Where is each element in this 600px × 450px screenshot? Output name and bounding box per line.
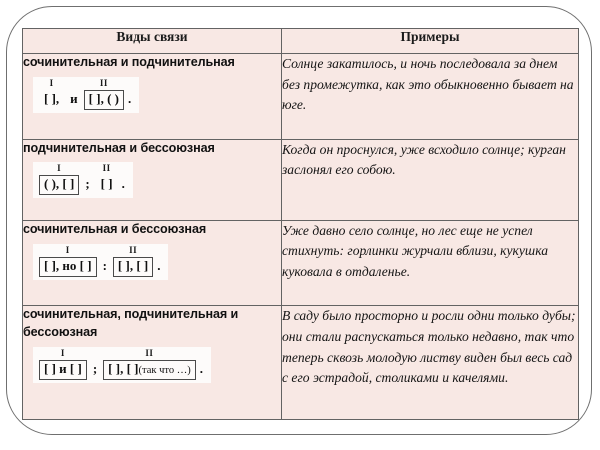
roman-numeral-label: II xyxy=(99,77,108,88)
scheme-terminal-punctuation: . xyxy=(128,90,132,106)
column-header-types: Виды связи xyxy=(23,29,282,54)
scheme-segment: [ ], xyxy=(44,90,60,106)
scheme-tail-group xyxy=(196,349,205,380)
example-cell xyxy=(282,54,579,140)
roman-numeral-label: I xyxy=(60,348,65,359)
scheme-segment-with-note xyxy=(103,360,196,380)
scheme-clause-group xyxy=(39,349,87,380)
scheme-row xyxy=(39,246,162,277)
header-row xyxy=(23,29,579,54)
scheme-segment: [ ], но [ ] xyxy=(39,257,97,277)
type-cell xyxy=(23,306,282,420)
scheme-terminal-punctuation: . xyxy=(157,257,161,273)
type-cell xyxy=(23,54,282,140)
scheme-tail-group xyxy=(124,79,133,110)
sentence-scheme-diagram xyxy=(33,244,168,280)
scheme-tail-group xyxy=(153,246,162,277)
scheme-connector: ; xyxy=(85,176,90,192)
table-row xyxy=(23,220,579,306)
roman-numeral-label: II xyxy=(129,244,138,255)
connection-type-label: сочинительная и бессоюзная xyxy=(23,221,207,236)
connection-type-label: подчинительная и бессоюзная xyxy=(23,140,215,155)
table-row xyxy=(23,306,579,420)
scheme-row xyxy=(39,79,133,110)
scheme-segment: [ ] и [ ] xyxy=(39,360,87,380)
scheme-segment: [ ], ( ) xyxy=(84,90,124,110)
roman-numeral-label: I xyxy=(57,163,62,174)
roman-numeral-label: I xyxy=(65,244,70,255)
scheme-segment-text: [ ], [ ] xyxy=(108,361,139,377)
scheme-clause-group xyxy=(39,164,79,195)
scheme-connector-group xyxy=(87,349,103,380)
example-sentence: Уже давно село солнце, но лес еще не успел стихнуть: горлинки журчали вблизи, кукушка куковала в отдаленье. xyxy=(282,222,549,280)
scheme-clause-group xyxy=(113,246,153,277)
grammar-table-container xyxy=(22,28,578,420)
grammar-table xyxy=(22,28,579,420)
type-cell xyxy=(23,220,282,306)
type-cell xyxy=(23,139,282,220)
scheme-connector: и xyxy=(70,90,78,106)
sentence-scheme-diagram xyxy=(33,77,139,113)
table-body xyxy=(23,54,579,420)
scheme-connector-group xyxy=(79,164,95,195)
scheme-tail-group xyxy=(118,164,127,195)
scheme-clause-group xyxy=(96,164,118,195)
connection-type-label: сочинительная и подчинительная xyxy=(23,55,235,69)
scheme-row xyxy=(39,349,205,380)
roman-numeral-label: I xyxy=(49,77,54,88)
scheme-connector: ; xyxy=(92,361,98,377)
scheme-connector: : xyxy=(102,257,107,273)
scheme-segment: [ ] xyxy=(100,176,113,192)
table-header xyxy=(23,29,579,54)
column-header-examples: Примеры xyxy=(282,29,579,54)
roman-numeral-label: II xyxy=(145,348,154,359)
scheme-segment: ( ), [ ] xyxy=(39,175,79,195)
example-sentence: В саду было просторно и росли одни только дубы; они стали распускаться только недавно, так что теперь сквозь молодую листву виден был весь сад с его эстрадой, столиками и качелями. xyxy=(282,308,576,386)
scheme-clause-group xyxy=(39,246,97,277)
scheme-segment-note: (так что …) xyxy=(138,365,191,377)
example-sentence: Солнце закатилось, и ночь последовала за днем без промежутка, как это обыкновенно бывает на юге. xyxy=(282,56,574,113)
sentence-scheme-diagram xyxy=(33,347,211,383)
table-row xyxy=(23,54,579,140)
example-cell xyxy=(282,139,579,220)
scheme-segment: [ ], [ ] xyxy=(113,257,153,277)
connection-type-label: сочинительная, подчинительная и бессоюзная xyxy=(23,307,239,340)
scheme-terminal-punctuation: . xyxy=(199,361,203,377)
scheme-clause-group xyxy=(84,79,124,110)
scheme-connector-group xyxy=(97,246,113,277)
example-cell xyxy=(282,306,579,420)
scheme-connector-group xyxy=(64,79,84,110)
scheme-row xyxy=(39,164,127,195)
sentence-scheme-diagram xyxy=(33,162,133,198)
roman-numeral-label: II xyxy=(102,163,111,174)
scheme-terminal-punctuation: . xyxy=(121,176,125,192)
example-sentence: Когда он проснулся, уже всходило солнце; курган заслонял его собою. xyxy=(282,141,566,178)
example-cell xyxy=(282,220,579,306)
scheme-clause-group xyxy=(103,349,196,380)
table-row xyxy=(23,139,579,220)
scheme-clause-group xyxy=(39,79,64,110)
